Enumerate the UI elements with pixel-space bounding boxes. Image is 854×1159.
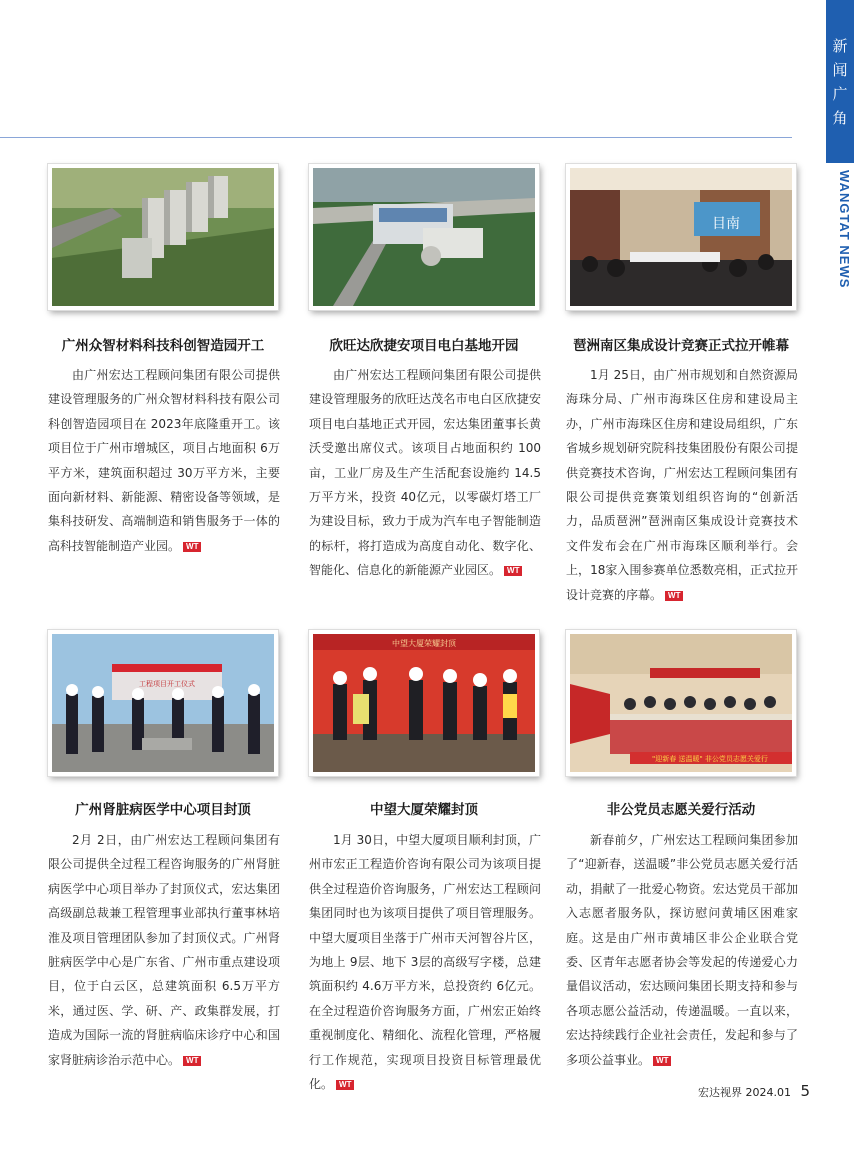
section-tab bbox=[826, 0, 854, 163]
charity-banner-text: "迎新春 送温暖" 非公党员志愿关爱行 bbox=[652, 755, 768, 763]
groundbreaking-banner-text: 工程项目开工仪式 bbox=[139, 680, 195, 688]
article-4-photo bbox=[48, 630, 278, 776]
section-tab-char: 广 bbox=[832, 84, 848, 103]
article-4-title: 广州肾脏病医学中心项目封顶 bbox=[75, 802, 251, 818]
article-1-body bbox=[48, 363, 280, 558]
article-5-body bbox=[309, 828, 541, 1096]
article-6-body bbox=[566, 828, 798, 1072]
page-footer bbox=[698, 1082, 810, 1100]
article-3-body bbox=[566, 363, 798, 607]
section-tab-char: 角 bbox=[832, 108, 848, 127]
article-6-body-text: 新春前夕，广州宏达工程顾问集团参加了“迎新春，送温暖”非公党员志愿关爱行活动，捐献了一批爱心物资。宏达党员干部加入志愿者服务队，探访慰问黄埔区困难家庭。这是由广州市黄埔区非公企业联合党委、区青年志愿者协会等发起的传递爱心力量倡议活动，宏达顾问集团长期支持和参与各项志愿公益活动，传递温暖。一直以来，宏达持续践行企业社会责任，发起和参与了多项公益事业。 bbox=[566, 833, 798, 1067]
article-5-title: 中望大厦荣耀封顶 bbox=[370, 802, 478, 818]
page-number: 5 bbox=[800, 1082, 811, 1100]
section-tab-char: 新 bbox=[832, 36, 848, 55]
article-3-photo bbox=[566, 164, 796, 310]
conference-banner-text: 目南 bbox=[712, 216, 740, 232]
article-3-title: 琶洲南区集成设计竞赛正式拉开帷幕 bbox=[573, 338, 789, 354]
article-5-body-text: 1月 30日，中望大厦项目顺利封顶，广州市宏正工程造价咨询有限公司为该项目提供全过程造价咨询服务，广州宏达工程顾问集团同时也为该项目提供了项目管理服务。中望大厦项目坐落于广州市天河智谷片区，为地上 9层、地下 3层的高级写字楼，总建筑面积约 4.6万平方米，总投资约 6亿元。在全过程造价咨询服务方面，广州宏正始终重视制度化、精细化、流程化管理，严格履行工作规范，实现项目投资目标管理最优化。 bbox=[309, 833, 541, 1092]
article-4-body bbox=[48, 828, 280, 1072]
article-1-title: 广州众智材料科技科创智造园开工 bbox=[61, 338, 265, 354]
article-1-body-text: 由广州宏达工程顾问集团有限公司提供建设管理服务的广州众智材料科技有限公司科创智造园项目在 2023年底隆重开工。该项目位于广州市增城区，项目占地面积 6万平方米，建筑面积超过 30万平方米，主要面向新材料、新能源、精密设备等领域，是集科技研发、高端制造和销售服务于一体的高科技智能制造产业园。 bbox=[48, 368, 280, 553]
article-2-photo bbox=[309, 164, 539, 310]
wt-badge: WT bbox=[653, 1056, 671, 1066]
section-tab-english: WANGTAT NEWS bbox=[837, 170, 852, 289]
article-2-body bbox=[309, 363, 541, 583]
wt-badge: WT bbox=[504, 566, 522, 576]
article-6-title: 非公党员志愿关爱行活动 bbox=[606, 802, 756, 818]
issue-number: 2024.01 bbox=[745, 1086, 791, 1099]
wt-badge: WT bbox=[336, 1080, 354, 1090]
article-1-photo bbox=[48, 164, 278, 310]
article-2-body-text: 由广州宏达工程顾问集团有限公司提供建设管理服务的欣旺达茂名市电白区欣捷安项目电白基地正式开园，宏达集团董事长黄沃受邀出席仪式。该项目占地面积约 100亩，工业厂房及生产生活配套设施约 14.5万平方米，投资 40亿元，以零碳灯塔工厂为建设目标，致力于成为汽车电子智能制造的标杆，将打造成为高度自动化、数字化、智能化、信息化的新能源产业园区。 bbox=[309, 368, 541, 578]
wt-badge: WT bbox=[183, 542, 201, 552]
top-rule bbox=[0, 137, 792, 138]
article-6-photo bbox=[566, 630, 796, 776]
wt-badge: WT bbox=[183, 1056, 201, 1066]
section-tab-char: 闻 bbox=[832, 60, 848, 79]
topping-banner-text: 中望大厦荣耀封顶 bbox=[392, 639, 456, 648]
wt-badge: WT bbox=[665, 591, 683, 601]
magazine-name: 宏达视界 bbox=[698, 1086, 742, 1099]
article-5-photo bbox=[309, 630, 539, 776]
article-4-body-text: 2月 2日，由广州宏达工程顾问集团有限公司提供全过程工程咨询服务的广州肾脏病医学中心项目举办了封顶仪式，宏达集团高级副总裁兼工程管理事业部执行董事林培淮及项目管理团队参加了封顶仪式。广州肾脏病医学中心是广东省、广州市重点建设项目，位于白云区，总建筑面积 6.5万平方米，通过医、学、研、产、政集群发展，打造成为国际一流的肾脏病临床诊疗中心和国家肾脏病诊治示范中心。 bbox=[48, 833, 280, 1067]
article-3-body-text: 1月 25日，由广州市规划和自然资源局海珠分局、广州市海珠区住房和建设局主办，广州市海珠区住房和建设局组织，广东省城乡规划研究院科技集团股份有限公司提供竞赛技术咨询，广州宏达工程顾问集团有限公司提供竞赛策划组织咨询的“创新活力，品质琶洲”琶洲南区集成设计竞赛技术文件发布会在广州市海珠区顺利举行。会上，18家入围参赛单位悉数亮相，正式拉开设计竞赛的序幕。 bbox=[566, 368, 798, 602]
article-2-title: 欣旺达欣捷安项目电白基地开园 bbox=[329, 338, 519, 354]
